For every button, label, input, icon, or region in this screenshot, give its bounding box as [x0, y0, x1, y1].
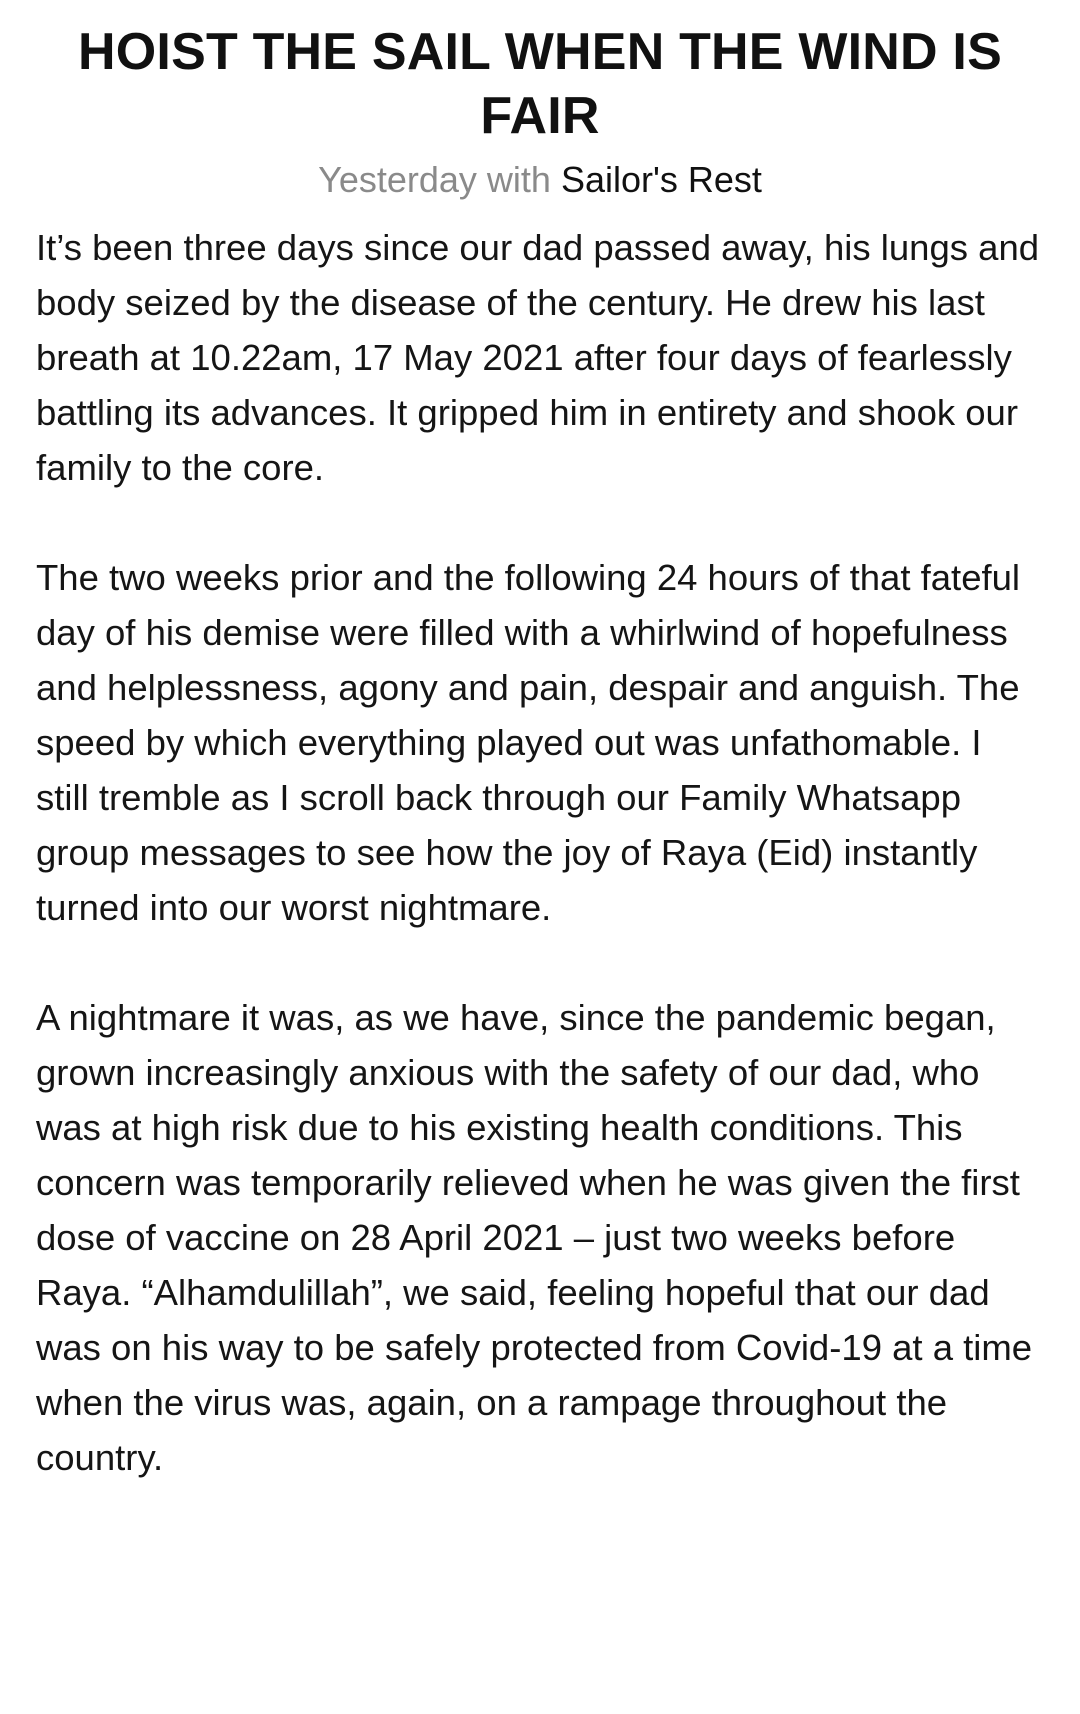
post-title: HOIST THE SAIL WHEN THE WIND IS FAIR: [78, 23, 1002, 145]
post-paragraph-2: The two weeks prior and the following 24 hours of that fateful day of his demise were filled with a whirlwind of hopefulness and helplessness, agony and pain, despair and anguish. The speed by which everything played out was unfathomable. I still tremble as I scroll back through our Family Whatsapp group messages to see how the joy of Raya (Eid) instantly turned into our worst nightmare.: [36, 557, 1021, 928]
author-link[interactable]: Sailor's Rest: [560, 159, 762, 200]
post-date: Yesterday with: [318, 159, 551, 200]
post-paragraph-1: It’s been three days since our dad passed away, his lungs and body seized by the disease of the century. He drew his last breath at 10.22am, 17 May 2021 after four days of fearlessly battling its advances. It gripped him in entirety and shook our family to the core.: [36, 227, 1040, 488]
post-paragraph-3: A nightmare it was, as we have, since the pandemic began, grown increasingly anxious with the safety of our dad, who was at high risk due to his existing health conditions. This concern was temporarily relieved when he was given the first dose of vaccine on 28 April 2021 – just two weeks before Raya. “Alhamdulillah”, we said, feeling hopeful that our dad was on his way to be safely protected from Covid-19 at a time when the virus was, again, on a rampage throughout the country.: [36, 997, 1033, 1478]
post-body: [36, 220, 1044, 1485]
post-meta: [36, 158, 1044, 202]
